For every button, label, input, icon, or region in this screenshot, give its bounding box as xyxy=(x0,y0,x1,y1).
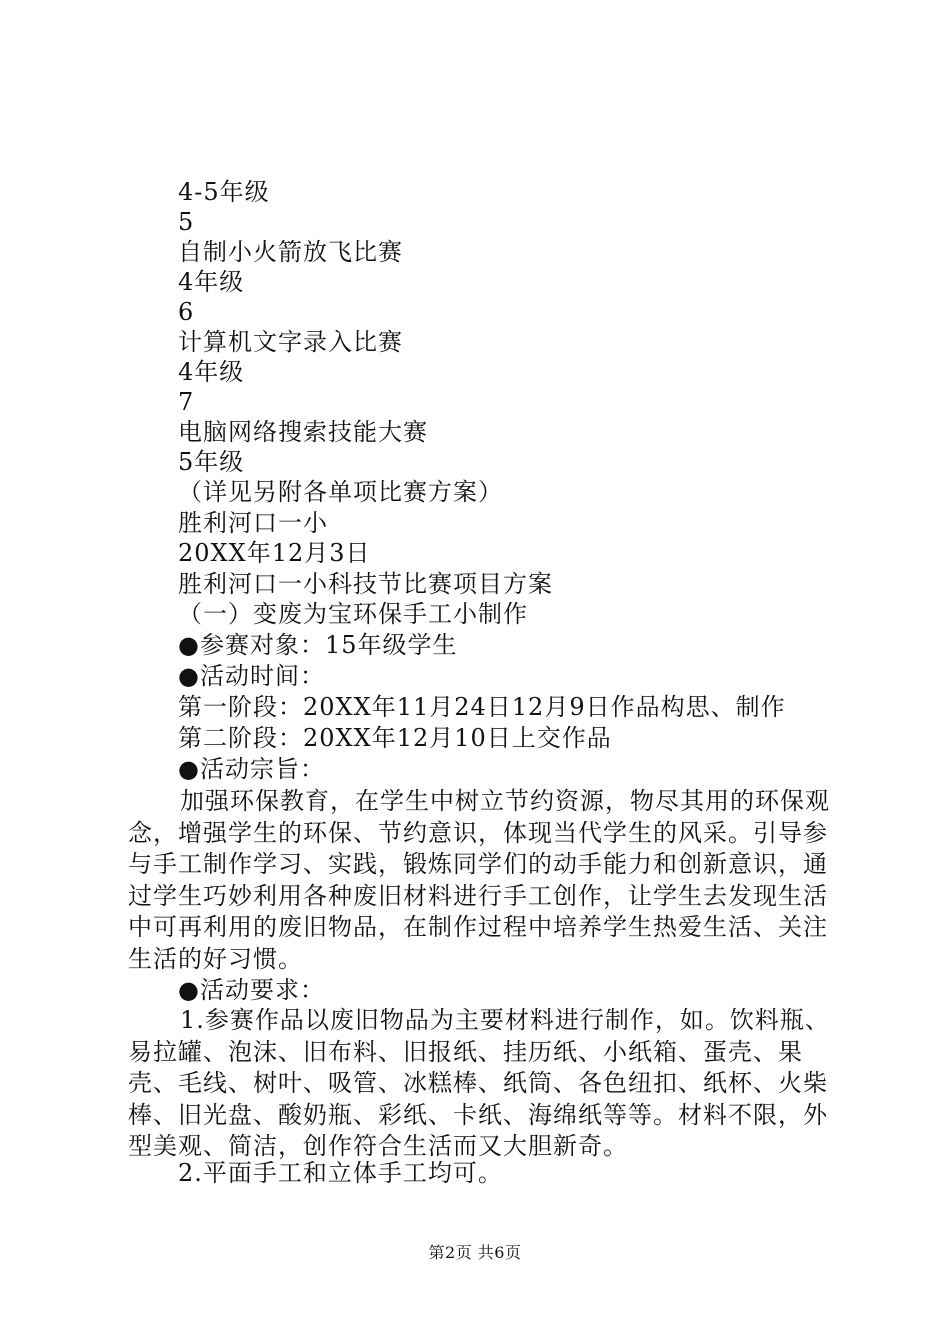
text-line: 电脑网络搜索技能大赛 xyxy=(178,418,428,446)
text-line: ●参赛对象：15年级学生 xyxy=(178,631,458,659)
text-line: 4年级 xyxy=(178,268,245,296)
purpose-paragraph xyxy=(128,786,848,975)
text-line: 20XX年12月3日 xyxy=(178,539,371,567)
text-line: 4-5年级 xyxy=(178,178,270,206)
text-line: 胜利河口一小科技节比赛项目方案 xyxy=(178,570,553,598)
purpose-text: 加强环保教育，在学生中树立节约资源，物尽其用的环保观念，增强学生的环保、节约意识，体现当代学生的风采。引导参与手工制作学习、实践，锻炼同学们的动手能力和创新意识，通过学生巧妙利用各种废旧材料进行手工创作，让学生去发现生活中可再利用的废旧物品，在制作过程中培养学生热爱生活、关注生活的好习惯。 xyxy=(128,787,830,973)
text-line: 第一阶段：20XX年11月24日12月9日作品构思、制作 xyxy=(178,693,786,721)
text-line: 5年级 xyxy=(178,448,245,476)
requirement-2: 2.平面手工和立体手工均可。 xyxy=(178,1159,503,1187)
requirement-1-paragraph xyxy=(128,1005,848,1163)
page-footer: 第2页 共6页 xyxy=(428,1243,522,1262)
requirement-1-text: 1.参赛作品以废旧物品为主要材料进行制作，如。饮料瓶、易拉罐、泡沫、旧布料、旧报纸、挂历纸、小纸箱、蛋壳、果壳、毛线、树叶、吸管、冰糕棒、纸筒、各色纽扣、纸杯、火柴棒、旧光盘、酸奶瓶、彩纸、卡纸、海绵纸等等。材料不限，外型美观、简洁，创作符合生活而又大胆新奇。 xyxy=(128,1006,830,1160)
text-line: 6 xyxy=(178,298,195,326)
text-line: 第二阶段：20XX年12月10日上交作品 xyxy=(178,724,612,752)
text-line: 5 xyxy=(178,208,195,236)
text-line: 7 xyxy=(178,388,195,416)
text-line: （一）变废为宝环保手工小制作 xyxy=(178,600,528,628)
text-line: ●活动宗旨： xyxy=(178,755,325,783)
text-line: 4年级 xyxy=(178,358,245,386)
text-line: （详见另附各单项比赛方案） xyxy=(178,478,503,506)
text-line: 胜利河口一小 xyxy=(178,509,328,537)
requirements-heading: ●活动要求： xyxy=(178,976,325,1004)
text-line: 自制小火箭放飞比赛 xyxy=(178,238,403,266)
text-line: ●活动时间： xyxy=(178,662,325,690)
text-line: 计算机文字录入比赛 xyxy=(178,328,403,356)
